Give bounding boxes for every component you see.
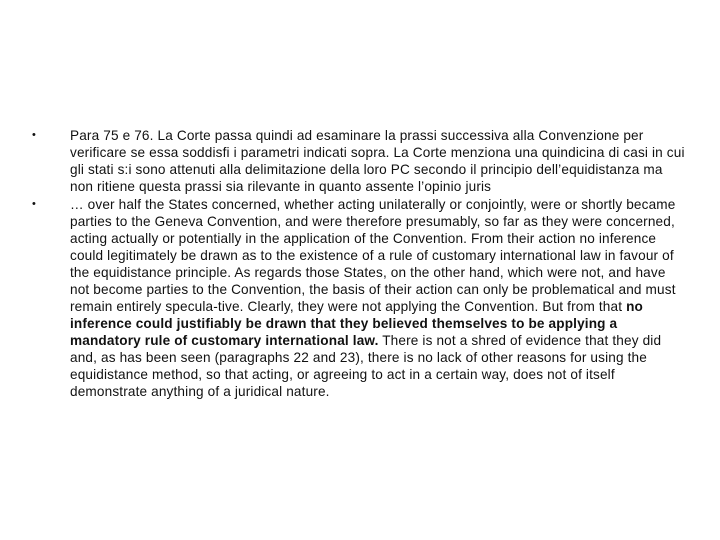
quote-text-bold: no inference could justifiably be drawn that they believed themselves to be applying a mandatory rule of customary international law. (70, 299, 643, 348)
bullet-item-para-75-76 (28, 127, 688, 195)
bullet-item-quotation (28, 196, 688, 400)
bullet-icon: • (32, 129, 37, 141)
quote-text-before: … over half the States concerned, whether acting unilaterally or conjointly, were or shortly became parties to the Geneva Convention, and were therefore presumably, so far as they were concerned, acting actually or potentially in the application of the Convention. From their action no inference could legitimately be drawn as to the existence of a rule of customary international law in favour of the equidistance principle. As regards those States, on the other hand, which were not, and have not become parties to the Convention, the basis of their action can only be problematical and must remain entirely specula-tive. Clearly, they were not applying the Convention. But from that (70, 197, 676, 314)
bullet-text: Para 75 e 76. La Corte passa quindi ad esaminare la prassi successiva alla Convenzione per verificare se essa soddisfi i parametri indicati sopra. La Corte menziona una quindicina di casi in cui gli stati s:i sono attenuti alla delimitazione della loro PC secondo il principio dell’equidistanza ma non ritiene questa prassi sia rilevante in quanto assente l’opinio juris (70, 128, 685, 194)
bullet-icon: • (32, 198, 37, 210)
bullet-list (28, 127, 688, 400)
quote-text-after: There is not a shred of evidence that they did and, as has been seen (paragraphs 22 and 23), there is no lack of other reasons for using the equidistance method, so that acting, or agreeing to act in a certain way, does not of itself demonstrate anything of a juridical nature. (70, 333, 662, 399)
